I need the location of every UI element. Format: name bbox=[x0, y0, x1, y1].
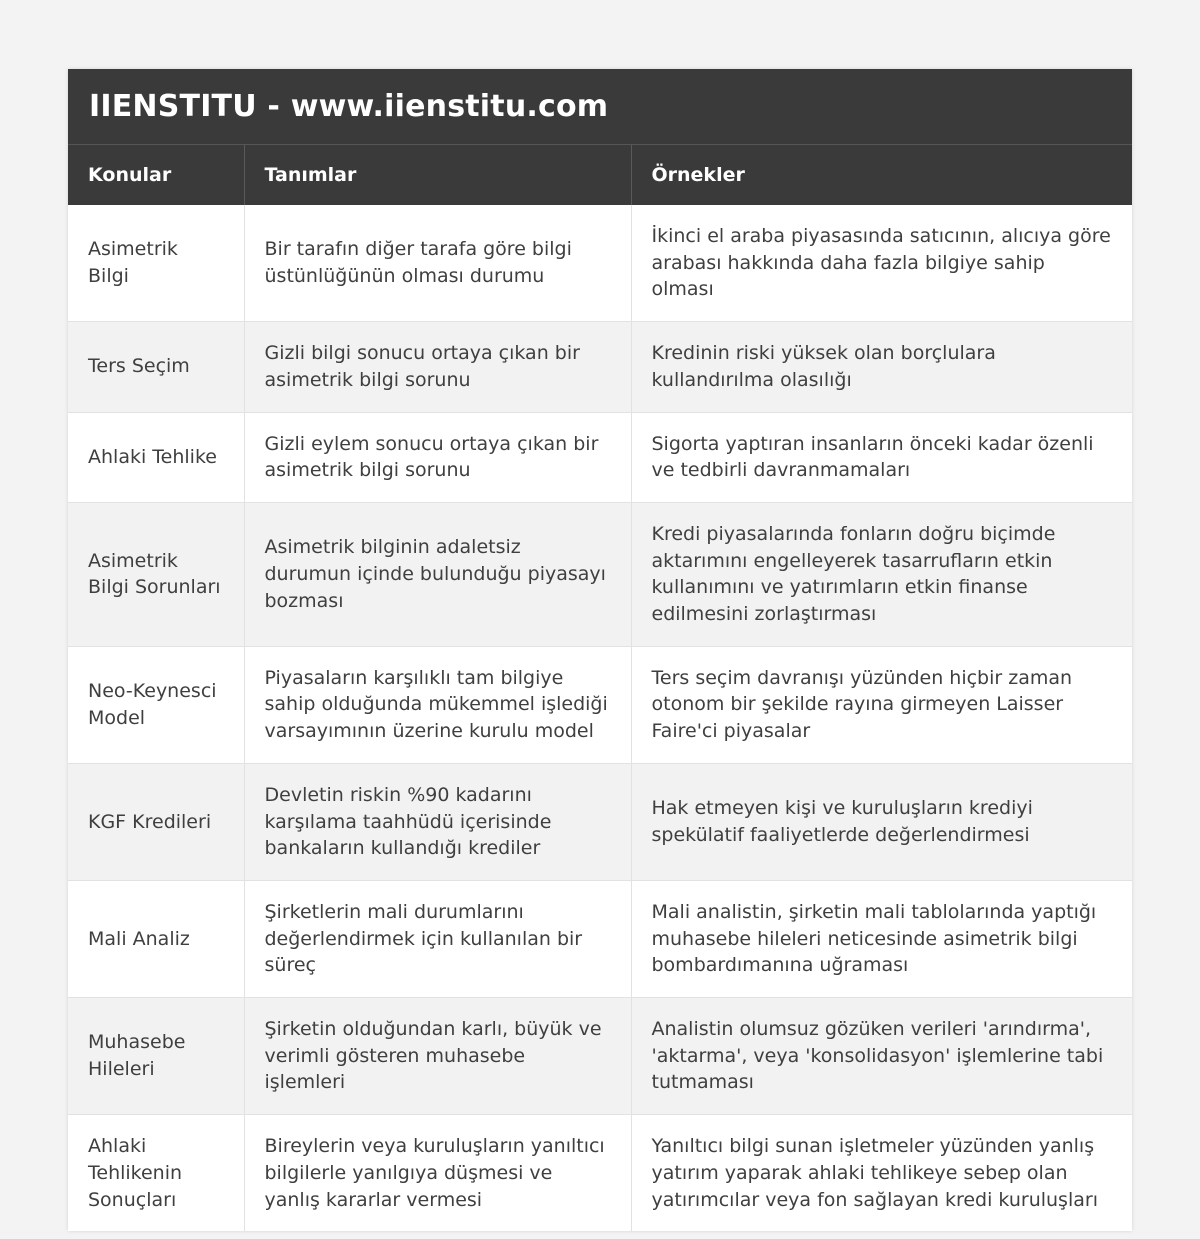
definition-cell: Bir tarafın diğer tarafa göre bilgi üstünlüğünün olması durumu bbox=[244, 205, 631, 322]
table-row bbox=[68, 502, 1132, 646]
table-row bbox=[68, 322, 1132, 412]
definition-cell: Gizli eylem sonucu ortaya çıkan bir asimetrik bilgi sorunu bbox=[244, 412, 631, 502]
example-cell: Analistin olumsuz gözüken verileri 'arındırma', 'aktarma', veya 'konsolidasyon' işlemlerine tabi tutmaması bbox=[631, 998, 1132, 1115]
example-cell: Sigorta yaptıran insanların önceki kadar özenli ve tedbirli davranmamaları bbox=[631, 412, 1132, 502]
definition-cell: Bireylerin veya kuruluşların yanıltıcı bilgilerle yanılgıya düşmesi ve yanlış kararlar vermesi bbox=[244, 1115, 631, 1232]
concepts-table-card bbox=[68, 69, 1132, 1231]
topic-cell: Asimetrik Bilgi bbox=[68, 205, 244, 322]
topic-cell: Ahlaki Tehlikenin Sonuçları bbox=[68, 1115, 244, 1232]
example-cell: Ters seçim davranışı yüzünden hiçbir zaman otonom bir şekilde rayına girmeyen Laisser Faire'ci piyasalar bbox=[631, 646, 1132, 763]
topic-cell: KGF Kredileri bbox=[68, 763, 244, 880]
example-cell: Yanıltıcı bilgi sunan işletmeler yüzünden yanlış yatırım yaparak ahlaki tehlikeye sebep olan yatırımcılar veya fon sağlayan kredi kuruluşları bbox=[631, 1115, 1132, 1232]
table-row bbox=[68, 880, 1132, 997]
topic-cell: Asimetrik Bilgi Sorunları bbox=[68, 502, 244, 646]
table-row bbox=[68, 205, 1132, 322]
example-cell: Kredi piyasalarında fonların doğru biçimde aktarımını engelleyerek tasarrufların etkin kullanımını ve yatırımların etkin finanse edilmesini zorlaştırması bbox=[631, 502, 1132, 646]
concepts-table bbox=[68, 145, 1132, 1231]
example-cell: Mali analistin, şirketin mali tablolarında yaptığı muhasebe hileleri neticesinde asimetrik bilgi bombardımanına uğraması bbox=[631, 880, 1132, 997]
topic-cell: Ahlaki Tehlike bbox=[68, 412, 244, 502]
definition-cell: Şirketin olduğundan karlı, büyük ve verimli gösteren muhasebe işlemleri bbox=[244, 998, 631, 1115]
definition-cell: Devletin riskin %90 kadarını karşılama taahhüdü içerisinde bankaların kullandığı krediler bbox=[244, 763, 631, 880]
table-row bbox=[68, 412, 1132, 502]
definition-cell: Gizli bilgi sonucu ortaya çıkan bir asimetrik bilgi sorunu bbox=[244, 322, 631, 412]
table-row bbox=[68, 646, 1132, 763]
page-title: IIENSTITU - www.iienstitu.com bbox=[89, 89, 609, 124]
example-cell: Kredinin riski yüksek olan borçlulara kullandırılma olasılığı bbox=[631, 322, 1132, 412]
example-cell: İkinci el araba piyasasında satıcının, alıcıya göre arabası hakkında daha fazla bilgiye sahip olması bbox=[631, 205, 1132, 322]
topic-cell: Ters Seçim bbox=[68, 322, 244, 412]
table-row bbox=[68, 1115, 1132, 1232]
table-row bbox=[68, 763, 1132, 880]
table-row bbox=[68, 998, 1132, 1115]
topic-cell: Mali Analiz bbox=[68, 880, 244, 997]
definition-cell: Piyasaların karşılıklı tam bilgiye sahip olduğunda mükemmel işlediği varsayımının üzerine kurulu model bbox=[244, 646, 631, 763]
definition-cell: Asimetrik bilginin adaletsiz durumun içinde bulunduğu piyasayı bozması bbox=[244, 502, 631, 646]
column-header-definitions: Tanımlar bbox=[244, 145, 631, 205]
topic-cell: Neo-Keynesci Model bbox=[68, 646, 244, 763]
example-cell: Hak etmeyen kişi ve kuruluşların krediyi spekülatif faaliyetlerde değerlendirmesi bbox=[631, 763, 1132, 880]
topic-cell: Muhasebe Hileleri bbox=[68, 998, 244, 1115]
column-header-topics: Konular bbox=[68, 145, 244, 205]
title-bar bbox=[68, 69, 1132, 145]
column-header-examples: Örnekler bbox=[631, 145, 1132, 205]
table-header-row bbox=[68, 145, 1132, 205]
definition-cell: Şirketlerin mali durumlarını değerlendirmek için kullanılan bir süreç bbox=[244, 880, 631, 997]
